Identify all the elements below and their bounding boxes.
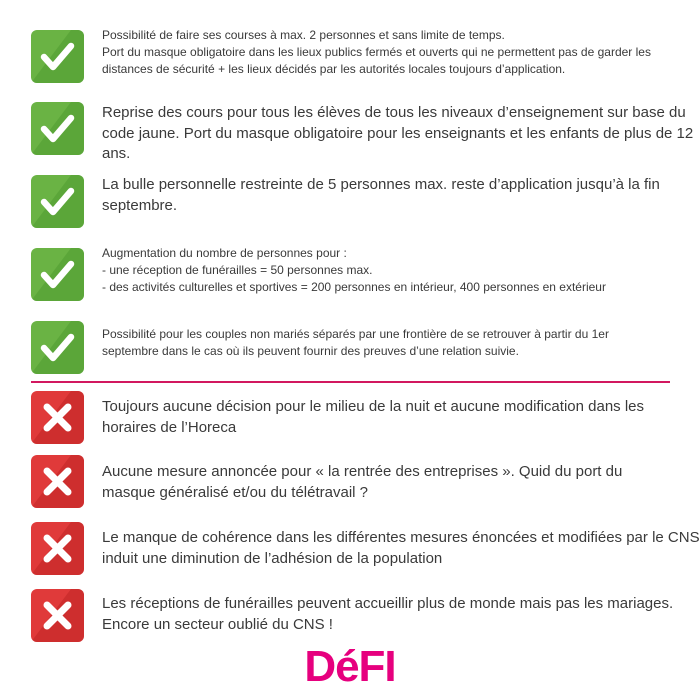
item-text xyxy=(102,462,677,503)
checkmark-icon xyxy=(31,30,84,83)
item-text-line: Le manque de cohérence dans les différentes mesures énoncées et modifiées par le CNS xyxy=(102,529,700,546)
logo-text: DéFI xyxy=(304,642,396,686)
item-text-line: Possibilité de faire ses courses à max. 2 personnes et sans limite de temps. xyxy=(102,28,505,42)
cross-icon xyxy=(31,455,84,508)
cross-icon xyxy=(31,522,84,575)
checkmark-icon xyxy=(31,175,84,228)
item-text xyxy=(102,397,677,438)
item-text-line: septembre dans le cas où ils peuvent fournir des preuves d’une relation suivie. xyxy=(102,344,519,358)
defi-logo xyxy=(297,638,403,686)
item-text-line: code jaune. Port du masque obligatoire pour les enseignants et les enfants de plus de 12 xyxy=(102,124,694,142)
item-text-line: induit une diminution de l’adhésion de la population xyxy=(102,549,443,567)
item-text-line: Toujours aucune décision pour le milieu de la nuit et aucune modification dans les xyxy=(102,398,644,415)
item-text-line: Aucune mesure annoncée pour « la rentrée des entreprises ». Quid du port du xyxy=(102,463,623,480)
section-divider xyxy=(31,381,670,383)
item-text-line: Possibilité pour les couples non mariés séparés par une frontière de se retrouver à partir du 1er xyxy=(102,327,609,341)
item-text xyxy=(102,27,677,78)
item-text-line: Les réceptions de funérailles peuvent accueillir plus de monde mais pas les mariages. xyxy=(102,595,674,612)
item-text-line: ans. xyxy=(102,145,131,162)
cross-icon xyxy=(31,589,84,642)
item-text-line: septembre. xyxy=(102,196,178,214)
item-text xyxy=(102,528,700,569)
checkmark-icon xyxy=(31,248,84,301)
item-text-line: masque généralisé et/ou du télétravail ? xyxy=(102,483,369,501)
item-text xyxy=(102,175,677,216)
checkmark-icon xyxy=(31,102,84,155)
item-text-line: Reprise des cours pour tous les élèves de tous les niveaux d’enseignement sur base du xyxy=(102,104,686,121)
item-text-line: Port du masque obligatoire dans les lieux publics fermés et ouverts qui ne permettent pas de garder les xyxy=(102,45,651,59)
item-text-line: La bulle personnelle restreinte de 5 personnes max. reste d’application jusqu’à la fin xyxy=(102,176,660,193)
item-text xyxy=(102,326,677,360)
cross-icon xyxy=(31,391,84,444)
item-text xyxy=(102,594,677,635)
item-text-line: - une réception de funérailles = 50 personnes max. xyxy=(102,263,373,277)
item-text-line: distances de sécurité + les lieux décidés par les autorités locales toujours d’application. xyxy=(102,62,566,76)
item-text-line: horaires de l’Horeca xyxy=(102,418,237,436)
item-text-line: - des activités culturelles et sportives = 200 personnes en intérieur, 400 personnes en extérieur xyxy=(102,280,606,294)
item-text-line: Augmentation du nombre de personnes pour : xyxy=(102,246,347,260)
checkmark-icon xyxy=(31,321,84,374)
item-text xyxy=(102,103,694,165)
item-text-line: Encore un secteur oublié du CNS ! xyxy=(102,615,333,633)
item-text xyxy=(102,245,677,296)
